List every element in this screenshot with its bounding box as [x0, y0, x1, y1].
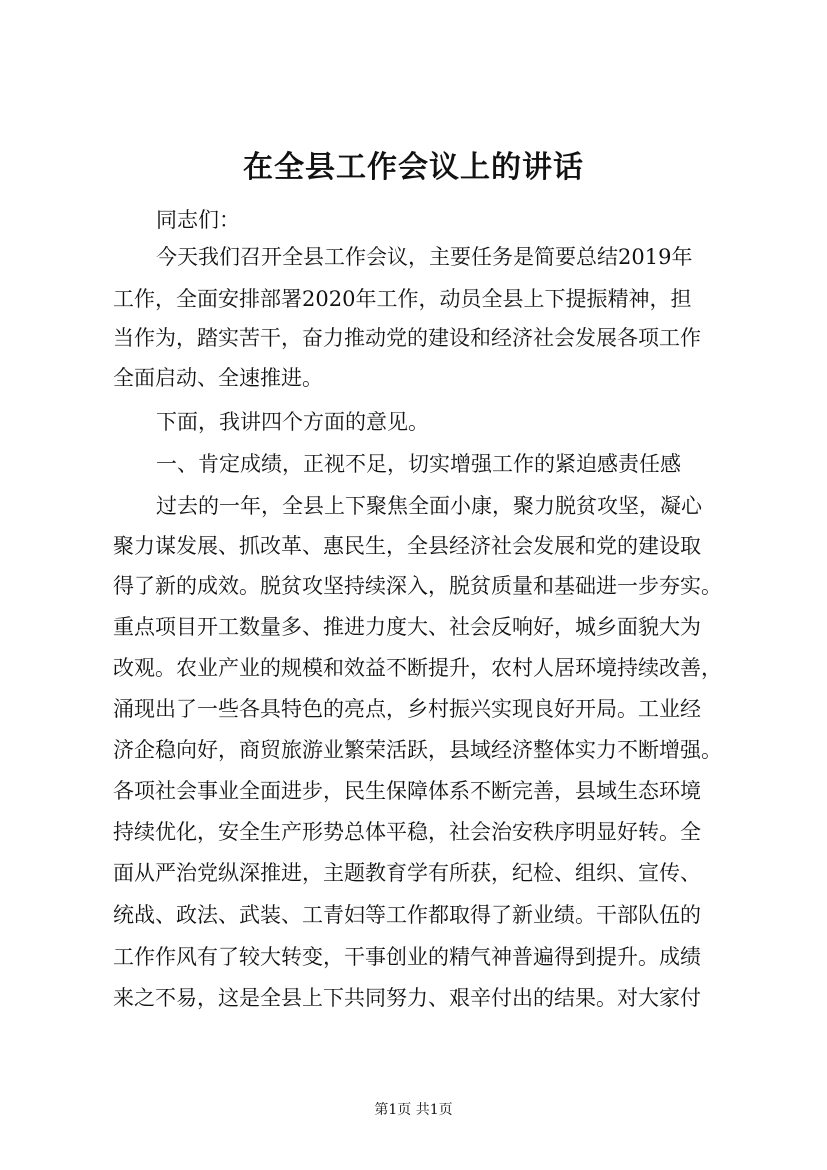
- paragraph-line: 改观。农业产业的规模和效益不断提升，农村人居环境持续改善，: [113, 656, 722, 680]
- salutation: 同志们：: [156, 208, 240, 232]
- paragraph-line: 当作为，踏实苦干，奋力推动党的建设和经济社会发展各项工作: [113, 326, 701, 350]
- paragraph-line: 面从严治党纵深推进，主题教育学有所获，纪检、组织、宣传、: [113, 861, 701, 885]
- paragraph-line: 过去的一年，全县上下聚焦全面小康，聚力脱贫攻坚，凝心: [156, 494, 702, 518]
- paragraph-line: 下面，我讲四个方面的意见。: [156, 410, 429, 434]
- paragraph-line: 得了新的成效。脱贫攻坚持续深入，脱贫质量和基础进一步夯实。: [113, 574, 722, 598]
- paragraph-line: 来之不易，这是全县上下共同努力、艰辛付出的结果。对大家付: [113, 986, 701, 1010]
- document-title: 在全县工作会议上的讲话: [243, 150, 584, 185]
- paragraph-line: 各项社会事业全面进步，民生保障体系不断完善，县域生态环境: [113, 779, 701, 803]
- section-heading: 一、肯定成绩，正视不足，切实增强工作的紧迫感责任感: [156, 452, 681, 476]
- paragraph-line: 重点项目开工数量多、推进力度大、社会反响好，城乡面貌大为: [113, 615, 701, 639]
- paragraph-line: 全面启动、全速推进。: [113, 366, 323, 390]
- paragraph-line: 聚力谋发展、抓改革、惠民生，全县经济社会发展和党的建设取: [113, 534, 701, 558]
- paragraph-line: 持续优化，安全生产形势总体平稳，社会治安秩序明显好转。全: [113, 820, 701, 844]
- paragraph-line: 统战、政法、武装、工青妇等工作都取得了新业绩。干部队伍的: [113, 903, 701, 927]
- paragraph-line: 济企稳向好，商贸旅游业繁荣活跃，县域经济整体实力不断增强。: [113, 738, 722, 762]
- paragraph-line: 工作作风有了较大转变，干事创业的精气神普遍得到提升。成绩: [113, 945, 701, 969]
- page-footer: 第1页 共1页: [374, 1102, 453, 1118]
- paragraph-line: 涌现出了一些各具特色的亮点，乡村振兴实现良好开局。工业经: [113, 697, 701, 721]
- paragraph-line: 工作，全面安排部署2020年工作，动员全县上下提振精神，担: [113, 287, 692, 311]
- paragraph-line: 今天我们召开全县工作会议，主要任务是简要总结2019年: [156, 245, 693, 269]
